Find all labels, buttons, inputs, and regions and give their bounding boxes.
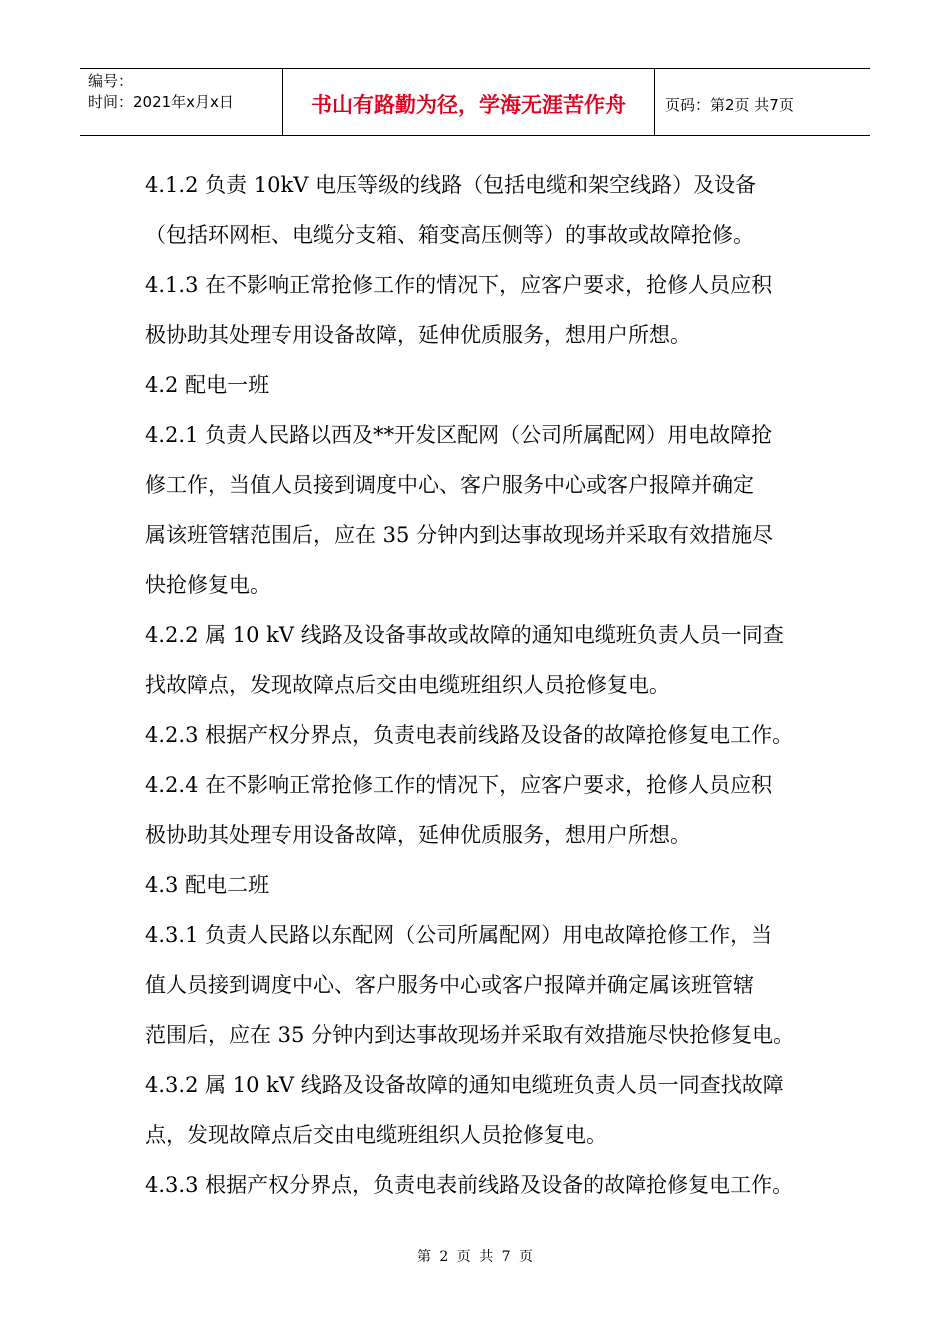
section-heading: 4.3 配电二班 <box>145 873 270 897</box>
body-line: 4.2.4 在不影响正常抢修工作的情况下，应客户要求，抢修人员应积 <box>145 773 773 797</box>
header-motto: 书山有路勤为径，学海无涯苦作舟 <box>283 69 655 135</box>
body-line: 极协助其处理专用设备故障，延伸优质服务，想用户所想。 <box>145 823 691 847</box>
body-line: 4.1.2 负责 10kV 电压等级的线路（包括电缆和架空线路）及设备 <box>145 173 757 197</box>
body-line: 4.3.1 负责人民路以东配网（公司所属配网）用电故障抢修工作，当 <box>145 923 773 947</box>
body-line: 值人员接到调度中心、客户服务中心或客户报障并确定属该班管辖 <box>145 973 754 997</box>
body-line: 属该班管辖范围后，应在 35 分钟内到达事故现场并采取有效措施尽 <box>145 523 774 547</box>
body-line: 4.2.3 根据产权分界点，负责电表前线路及设备的故障抢修复电工作。 <box>145 723 794 747</box>
body-line: 4.3.3 根据产权分界点，负责电表前线路及设备的故障抢修复电工作。 <box>145 1173 794 1197</box>
document-header <box>80 68 870 136</box>
body-line: 修工作，当值人员接到调度中心、客户服务中心或客户报障并确定 <box>145 473 754 497</box>
body-line: 找故障点，发现故障点后交由电缆班组织人员抢修复电。 <box>145 673 670 697</box>
document-date: 时间：2021年x月x日 <box>88 93 234 111</box>
body-line: 4.2.2 属 10 kV 线路及设备事故或故障的通知电缆班负责人员一同查 <box>145 623 784 647</box>
body-line: 快抢修复电。 <box>145 573 271 597</box>
body-line: 4.2.1 负责人民路以西及**开发区配网（公司所属配网）用电故障抢 <box>145 423 773 447</box>
body-line: 4.3.2 属 10 kV 线路及设备故障的通知电缆班负责人员一同查找故障 <box>145 1073 784 1097</box>
header-page-info: 页码：第2页 共7页 <box>665 95 794 114</box>
body-line: 4.1.3 在不影响正常抢修工作的情况下，应客户要求，抢修人员应积 <box>145 273 773 297</box>
document-number-label: 编号： <box>88 72 134 90</box>
body-line: 极协助其处理专用设备故障，延伸优质服务，想用户所想。 <box>145 323 691 347</box>
body-line: 范围后，应在 35 分钟内到达事故现场并采取有效措施尽快抢修复电。 <box>145 1023 795 1047</box>
document-body <box>145 160 825 1210</box>
section-heading: 4.2 配电一班 <box>145 373 270 397</box>
body-line: （包括环网柜、电缆分支箱、箱变高压侧等）的事故或故障抢修。 <box>145 223 754 247</box>
page-footer: 第 2 页 共 7 页 <box>416 1249 534 1265</box>
body-line: 点，发现故障点后交由电缆班组织人员抢修复电。 <box>145 1123 607 1147</box>
header-meta-cell <box>80 69 283 135</box>
